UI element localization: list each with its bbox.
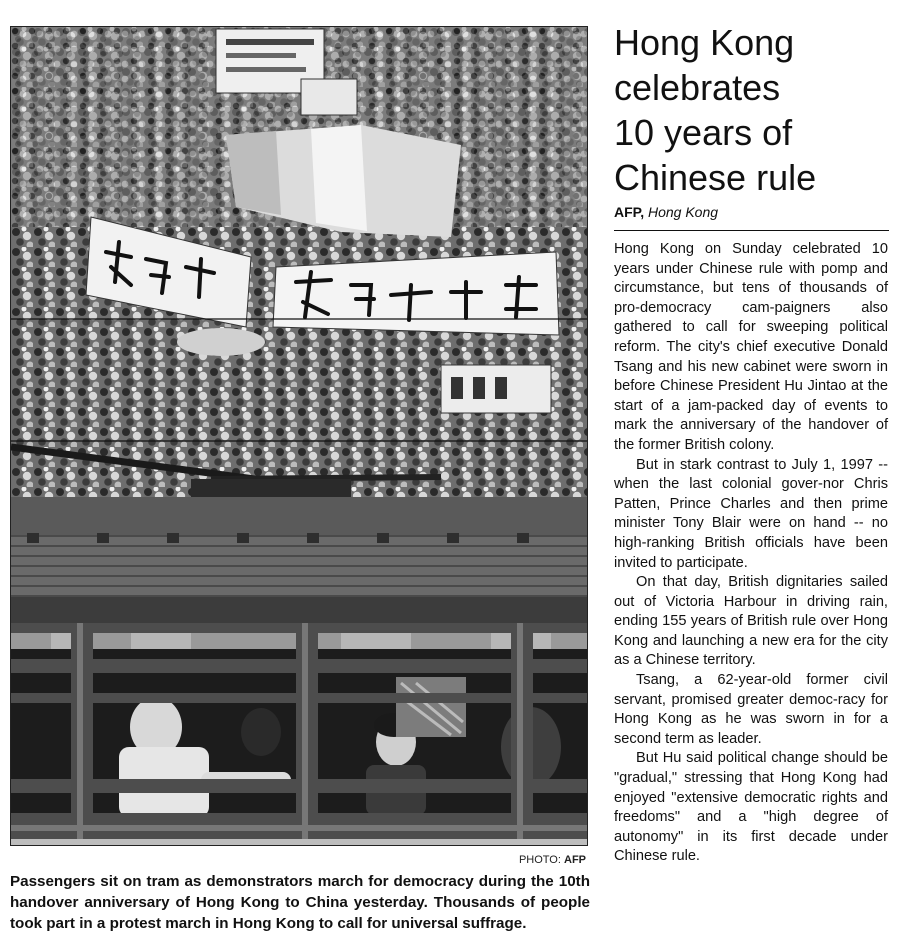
- byline-place: Hong Kong: [647, 204, 719, 220]
- byline-divider: [614, 230, 889, 231]
- photo-credit: [519, 854, 586, 866]
- headline: [614, 20, 904, 200]
- headline-line: Chinese rule: [614, 157, 817, 198]
- article-paragraph: Tsang, a 62-year-old former civil servant, promised greater democ-racy for Hong Kong as he was sworn in for a second term as leader.: [614, 672, 888, 747]
- photo-illustration: [11, 27, 587, 845]
- byline: [614, 204, 718, 220]
- photo-caption: Passengers sit on tram as demonstrators march for democracy during the 10th handover anniversary of Hong Kong to China yesterday. Thousands of people took part in a protest march in Hong Kong to call for universal suffrage.: [10, 873, 590, 932]
- article-paragraph: But in stark contrast to July 1, 1997 -- when the last colonial gover-nor Chris Patten, Prince Charles and then prime minister Tony Blair were on hand -- no high-ranking British officials have been invited to participate.: [614, 456, 888, 571]
- article-body: [614, 240, 888, 867]
- news-photo: [10, 26, 588, 846]
- headline-line: celebrates: [614, 67, 781, 108]
- byline-agency: AFP,: [614, 204, 645, 220]
- article-paragraph: On that day, British dignitaries sailed out of Victoria Harbour in driving rain, ending 155 years of British rule over Hong Kong and launching a new era for the city as a Chinese territory.: [614, 574, 888, 669]
- headline-line: 10 years of: [614, 112, 793, 153]
- headline-line: Hong Kong: [614, 22, 795, 63]
- photo-credit-prefix: PHOTO:: [518, 854, 561, 866]
- article-paragraph: Hong Kong on Sunday celebrated 10 years under Chinese rule with pomp and circumstance, but tens of thousands of pro-democracy cam-paigners also gathered to call for sweeping political reform. The city's chief executive Donald Tsang and his new cabinet were sworn in before Chinese President Hu Jintao at the start of a jam-packed day of events to mark the anniversary of the handover of the former British colony.: [614, 241, 888, 453]
- photo-credit-agency: AFP: [564, 854, 586, 866]
- article-paragraph: But Hu said political change should be "gradual," stressing that Hong Kong had enjoyed "extensive democratic rights and freedoms" and a "high degree of autonomy" in its first decade under Chinese rule.: [614, 750, 888, 865]
